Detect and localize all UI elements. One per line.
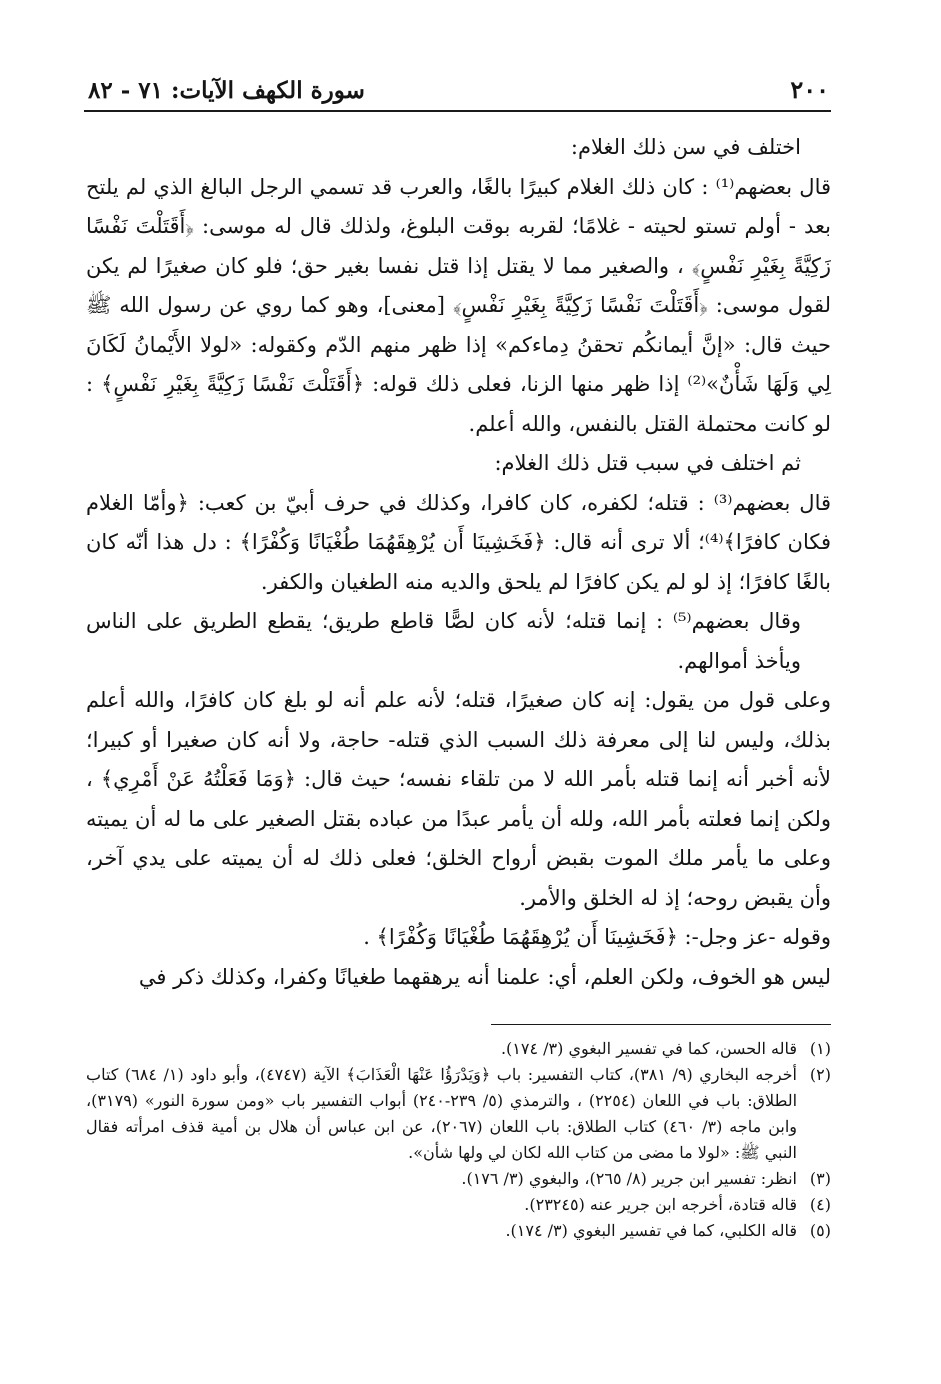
paragraph: ثم اختلف في سبب قتل ذلك الغلام: — [494, 451, 801, 475]
footnote-number: (٥) — [809, 1221, 831, 1240]
footnote — [86, 1166, 831, 1192]
paragraph: وقوله -عز وجل-: ﴿فَخَشِينَا أَن يُرْهِقَهُمَا طُغْيَانًا وَكُفْرًا﴾ . — [363, 925, 831, 949]
paragraph: اختلف في سن ذلك الغلام: — [570, 135, 801, 159]
paragraph: قال بعضهم⁽¹⁾ : كان ذلك الغلام كبيرًا بالغًا، والعرب قد تسمي الرجل البالغ الذي لم يلتح بعد - أولم تستو لحيته - غلامًا؛ لقربه بوقت البلوغ، ولذلك قال له موسى: ﴿أَقَتَلْتَ نَفْسًا زَكِيَّةً بِغَيْرِ نَفْسٍ﴾ ، والصغير مما لا يقتل إذا قتل نفسا بغير حق؛ فلو كان صغيرًا لم يكن لقول موسى: ﴿أَقَتَلْتَ نَفْسًا زَكِيَّةً بِغَيْرِ نَفْسٍ﴾ [معنى]، وهو كما روي عن رسول الله ﷺ حيث قال: «إنَّ أيمانكُم تحقنُ دِماءكم» إذا ظهر منهم الدّم وكقوله: «لولا الأَيْمانُ لَكَانَ لِي وَلَهَا شَأْنٌ»⁽²⁾ إذا ظهر منها الزنا، فعلى ذلك قوله: ﴿أَقَتَلْتَ نَفْسًا زَكِيَّةً بِغَيْرِ نَفْسٍ﴾ : لو كانت محتملة القتل بالنفس، والله أعلم. — [86, 174, 832, 436]
footnote-separator — [491, 1024, 831, 1025]
footnote-text: قاله قتادة، أخرجه ابن جرير عنه (٢٣٢٤٥). — [524, 1195, 797, 1214]
running-title: سورة الكهف الآيات: ٧١ - ٨٢ — [88, 77, 365, 104]
footnote-number: (٣) — [809, 1169, 831, 1188]
page-header — [88, 60, 829, 104]
footnote — [86, 1036, 831, 1062]
page-number: ٢٠٠ — [790, 75, 829, 104]
footnote-text: أخرجه البخاري (٩/ ٣٨١)، كتاب التفسير: باب ﴿وَيَدْرَؤُا عَنْهَا الْعَذَابَ﴾ الآية (٤٧٤٧)، وأبو داود (١/ ٦٨٤) كتاب الطلاق: باب في اللعان (٢٢٥٤) ، والترمذي (٥/ ٢٣٩-٢٤٠) أبواب التفسير باب «ومن سورة النور» (٣١٧٩)، وابن ماجه (٣/ ٤٦٠) كتاب الطلاق: باب اللعان (٢٠٦٧)، عن ابن عباس أن هلال بن أمية قذف امرأته فقال النبي ﷺ: «لولا ما مضى من كتاب الله لكان لي ولها شأن». — [86, 1065, 798, 1162]
footnote-text: انظر: تفسير ابن جرير (٨/ ٢٦٥)، والبغوي (٣/ ١٧٦). — [461, 1169, 797, 1188]
paragraph: وقال بعضهم⁽⁵⁾ : إنما قتله؛ لأنه كان لصًّا قاطع طريق؛ يقطع الطريق على الناس ويأخذ أموالهم. — [86, 609, 801, 673]
header-rule — [84, 110, 831, 112]
footnote-text: قاله الكلبي، كما في تفسير البغوي (٣/ ١٧٤). — [505, 1221, 797, 1240]
footnote — [86, 1062, 831, 1166]
footnotes — [86, 1036, 831, 1244]
footnote-number: (٤) — [809, 1195, 831, 1214]
paragraph: وعلى قول من يقول: إنه كان صغيرًا، قتله؛ لأنه علم أنه لو بلغ كان كافرًا، والله أعلم بذلك، وليس لنا إلى معرفة ذلك السبب الذي قتله- حاجة، ولا أنه كان صغيرا أو كبيرا؛ لأنه أخبر أنه إنما قتله بأمر الله لا من تلقاء نفسه؛ حيث قال: ﴿وَمَا فَعَلْتُهُ عَنْ أَمْرِي﴾ ، ولكن إنما فعلته بأمر الله، ولله أن يأمر عبدًا من عباده بقتل الصغير على ما له أن يميته وعلى ما يأمر ملك الموت بقبض أرواح الخلق؛ فعلى ذلك له أن يميته على يدي آخر، وأن يقبض روحه؛ إذ له الخلق والأمر. — [86, 688, 831, 910]
footnote — [86, 1192, 831, 1218]
footnote — [86, 1218, 831, 1244]
main-text — [86, 128, 831, 997]
footnote-number: (٢) — [809, 1065, 831, 1084]
paragraph: ليس هو الخوف، ولكن العلم، أي: علمنا أنه يرهقهما طغيانًا وكفرا، وكذلك ذكر في — [138, 964, 831, 989]
footnote-number: (١) — [809, 1039, 831, 1058]
paragraph: قال بعضهم⁽³⁾ : قتله؛ لكفره، كان كافرا، وكذلك في حرف أبيّ بن كعب: ﴿وأمّا الغلام فكان كافرًا﴾⁽⁴⁾؛ ألا ترى أنه قال: ﴿فَخَشِينَا أَن يُرْهِقَهُمَا طُغْيَانًا وَكُفْرًا﴾ : دل هذا أنّه كان بالغًا كافرًا؛ إذ لو لم يكن كافرًا لم يلحق والديه منه الطغيان والكفر. — [86, 490, 832, 594]
footnote-text: قاله الحسن، كما في تفسير البغوي (٣/ ١٧٤). — [500, 1039, 797, 1058]
